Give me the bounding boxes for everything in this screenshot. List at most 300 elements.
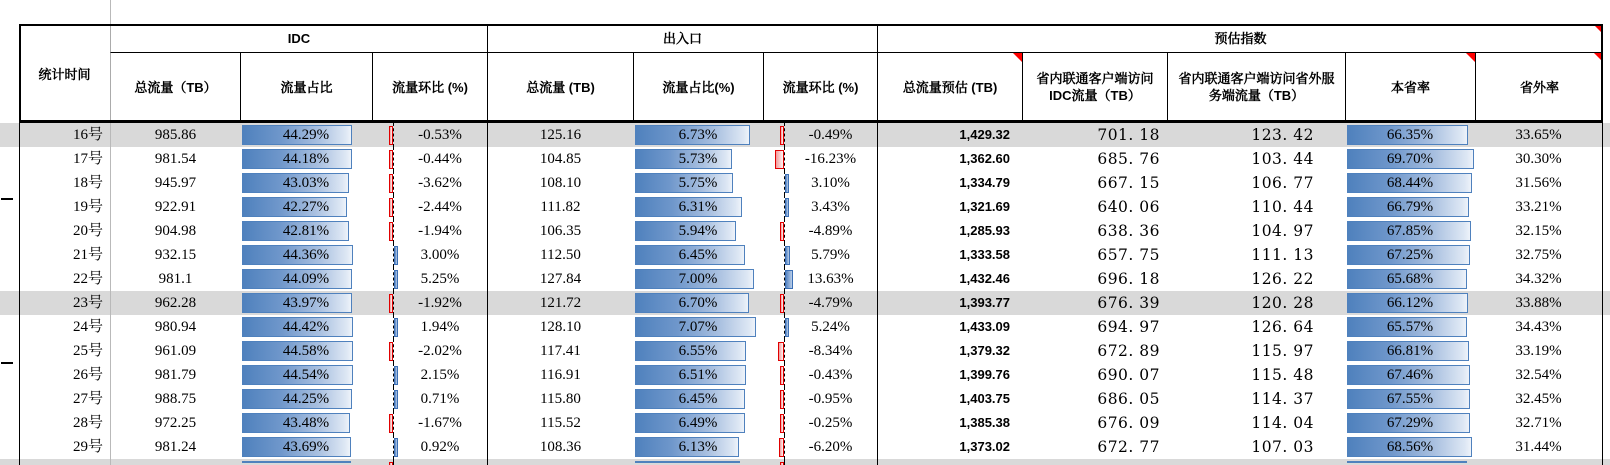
- cell-port_share[interactable]: [633, 315, 763, 339]
- cell-idc_total[interactable]: 988.75: [110, 387, 240, 411]
- cell-idc_mom[interactable]: [372, 147, 487, 171]
- data-bar-value: 66.12%: [1386, 295, 1434, 311]
- mom-value: 13.63%: [807, 271, 854, 287]
- cell-est_idc[interactable]: 701. 18: [1097, 126, 1160, 144]
- column-header-label: 总流量（TB）: [134, 79, 217, 95]
- mom-value: -4.79%: [808, 295, 853, 311]
- column-header-port-mom[interactable]: [763, 53, 877, 121]
- cell-idc_share[interactable]: [240, 147, 372, 171]
- cell-local_rate[interactable]: [1345, 411, 1475, 435]
- data-bar-value: 7.00%: [678, 271, 718, 287]
- cell-est_idc[interactable]: 672. 77: [1097, 438, 1160, 456]
- group-header-est[interactable]: [877, 25, 1603, 53]
- cell-idc_share[interactable]: [240, 291, 372, 315]
- table-row-25号[interactable]: [0, 339, 1610, 363]
- data-bar-value: 42.81%: [282, 223, 330, 239]
- table-body: [0, 123, 1610, 465]
- cell-port_mom[interactable]: [763, 147, 877, 171]
- mom-value: -1.67%: [418, 415, 462, 431]
- data-bar-value: 66.35%: [1386, 127, 1434, 143]
- data-bar-value: 68.56%: [1386, 439, 1434, 455]
- cell-est_total[interactable]: 1,373.02: [877, 435, 1022, 459]
- data-bar-value: [1345, 459, 1475, 465]
- cell-port_total[interactable]: 125.16: [487, 123, 633, 147]
- cell-est_total[interactable]: 1,399.76: [877, 363, 1022, 387]
- cell-port_share[interactable]: [633, 339, 763, 363]
- cell-port_share[interactable]: [633, 243, 763, 267]
- cell-est_total[interactable]: 1,385.38: [877, 411, 1022, 435]
- mom-value: 0.71%: [420, 391, 460, 407]
- table-row-16号[interactable]: [0, 123, 1610, 147]
- column-header-port-share[interactable]: [633, 53, 763, 121]
- cell-time[interactable]: 22号: [72, 271, 103, 287]
- cell-idc_mom[interactable]: [372, 291, 487, 315]
- cell-est_out[interactable]: 104. 97: [1251, 222, 1314, 240]
- cell-idc_share[interactable]: [240, 315, 372, 339]
- mom-value: -0.43%: [808, 367, 853, 383]
- cell-port_mom[interactable]: [763, 195, 877, 219]
- cell-idc_total[interactable]: 904.98: [110, 219, 240, 243]
- cell-port_total[interactable]: [487, 459, 633, 465]
- cell-port_total[interactable]: 111.82: [487, 195, 633, 219]
- data-bar-value: 43.48%: [282, 415, 330, 431]
- cell-time[interactable]: 20号: [72, 223, 103, 239]
- comment-marker-icon: [1013, 53, 1022, 62]
- cell-idc_total[interactable]: 981.24: [110, 435, 240, 459]
- mom-value: -0.53%: [418, 127, 462, 143]
- mom-value: 5.25%: [420, 271, 460, 287]
- cell-port_total[interactable]: 117.41: [487, 339, 633, 363]
- cell-est_total[interactable]: 1,433.09: [877, 315, 1022, 339]
- cell-local_rate[interactable]: [1345, 219, 1475, 243]
- cell-est_idc[interactable]: 667. 15: [1097, 174, 1160, 192]
- cell-port_share[interactable]: [633, 147, 763, 171]
- cell-port_total[interactable]: 128.10: [487, 315, 633, 339]
- mom-value: -16.23%: [804, 151, 857, 167]
- cell-port_mom[interactable]: [763, 435, 877, 459]
- mom-value: -2.44%: [418, 199, 462, 215]
- data-bar-value: 6.45%: [678, 247, 718, 263]
- table-border-left: [19, 24, 21, 123]
- cell-outside_rate[interactable]: 34.32%: [1475, 267, 1603, 291]
- table-row-22号[interactable]: [0, 267, 1610, 291]
- cell-local_rate[interactable]: [1345, 459, 1475, 465]
- data-bar-value: 6.55%: [678, 343, 718, 359]
- data-bar-value: 5.94%: [678, 223, 718, 239]
- mom-value: -1.92%: [418, 295, 462, 311]
- data-bar-value: 44.18%: [282, 151, 330, 167]
- cell-port_mom[interactable]: [763, 339, 877, 363]
- cell-port_total[interactable]: 104.85: [487, 147, 633, 171]
- partial-next-row[interactable]: [0, 459, 1610, 465]
- group-header-port[interactable]: [487, 25, 877, 53]
- cell-idc_mom[interactable]: [372, 363, 487, 387]
- mom-value: -4.89%: [808, 223, 853, 239]
- cell-outside_rate[interactable]: 32.54%: [1475, 363, 1603, 387]
- data-bar-value: 6.13%: [678, 439, 718, 455]
- cell-port_total[interactable]: 108.36: [487, 435, 633, 459]
- cell-port_mom[interactable]: [763, 267, 877, 291]
- column-header-outside-rate[interactable]: [1475, 53, 1603, 121]
- cell-local_rate[interactable]: [1345, 171, 1475, 195]
- cell-est_total[interactable]: 1,333.58: [877, 243, 1022, 267]
- cell-est_idc[interactable]: 640. 06: [1097, 198, 1160, 216]
- data-bar-value: 66.79%: [1386, 199, 1434, 215]
- cell-outside_rate[interactable]: 34.43%: [1475, 315, 1603, 339]
- cell-est_idc[interactable]: 696. 18: [1097, 270, 1160, 288]
- cell-est_out[interactable]: 114. 37: [1251, 390, 1314, 408]
- cell-idc_share[interactable]: [240, 387, 372, 411]
- cell-est_total[interactable]: 1,379.32: [877, 339, 1022, 363]
- data-bar-value: 7.07%: [678, 319, 718, 335]
- group-header-idc-label: IDC: [287, 31, 311, 46]
- cell-idc_total[interactable]: 962.28: [110, 291, 240, 315]
- data-bar-value: 44.36%: [282, 247, 330, 263]
- cell-outside_rate[interactable]: 32.75%: [1475, 243, 1603, 267]
- table-row-17号[interactable]: [0, 147, 1610, 171]
- data-bar-value: 6.73%: [678, 127, 718, 143]
- data-bar-value: 44.09%: [282, 271, 330, 287]
- cell-outside_rate[interactable]: 31.44%: [1475, 435, 1603, 459]
- mom-value: -6.20%: [808, 439, 853, 455]
- data-bar-value: [240, 459, 372, 465]
- cell-est_idc[interactable]: 638. 36: [1097, 222, 1160, 240]
- cell-port_share[interactable]: [633, 411, 763, 435]
- cell-port_share[interactable]: [633, 123, 763, 147]
- cell-idc_share[interactable]: [240, 435, 372, 459]
- cell-est_idc[interactable]: 694. 97: [1097, 318, 1160, 336]
- data-bar-value: 6.49%: [678, 415, 718, 431]
- cell-port_share[interactable]: [633, 219, 763, 243]
- cell-idc_share[interactable]: [240, 195, 372, 219]
- data-bar-value: 44.58%: [282, 343, 330, 359]
- data-bar-value: 43.97%: [282, 295, 330, 311]
- cell-port_share[interactable]: [633, 291, 763, 315]
- cell-local_rate[interactable]: [1345, 339, 1475, 363]
- mom-value: 2.15%: [420, 367, 460, 383]
- cell-outside_rate[interactable]: 33.65%: [1475, 123, 1603, 147]
- cell-idc_share[interactable]: [240, 459, 372, 465]
- cell-local_rate[interactable]: [1345, 123, 1475, 147]
- table-row-21号[interactable]: [0, 243, 1610, 267]
- cell-port_mom[interactable]: [763, 219, 877, 243]
- cell-local_rate[interactable]: [1345, 243, 1475, 267]
- cell-local_rate[interactable]: [1345, 435, 1475, 459]
- data-bar-value: 65.57%: [1386, 319, 1434, 335]
- stat-time-header[interactable]: [19, 25, 110, 121]
- cell-est_out[interactable]: 106. 77: [1251, 174, 1314, 192]
- cell-time[interactable]: 19号: [72, 199, 103, 215]
- cell-port_share[interactable]: [633, 171, 763, 195]
- cell-port_share[interactable]: [633, 267, 763, 291]
- cell-port_total[interactable]: 121.72: [487, 291, 633, 315]
- data-bar-value: [633, 459, 763, 465]
- cell-outside_rate[interactable]: 32.15%: [1475, 219, 1603, 243]
- cell-idc_mom[interactable]: [372, 123, 487, 147]
- mom-value: -0.25%: [808, 415, 853, 431]
- column-header-idc-mom[interactable]: [372, 53, 487, 121]
- cell-est_out[interactable]: 120. 28: [1251, 294, 1314, 312]
- mom-value: 0.92%: [420, 439, 460, 455]
- cell-est_total[interactable]: 1,334.79: [877, 171, 1022, 195]
- cell-idc_total[interactable]: 932.15: [110, 243, 240, 267]
- column-header-est-out[interactable]: [1167, 53, 1345, 121]
- mom-value: -8.34%: [808, 343, 853, 359]
- cell-est_total[interactable]: 1,403.75: [877, 387, 1022, 411]
- cell-idc_mom[interactable]: [372, 435, 487, 459]
- cell-port_mom[interactable]: [763, 411, 877, 435]
- cell-time[interactable]: 21号: [72, 247, 103, 263]
- cell-est_total[interactable]: 1,393.77: [877, 291, 1022, 315]
- cell-port_total[interactable]: 115.80: [487, 387, 633, 411]
- cell-time[interactable]: 16号: [72, 127, 103, 143]
- column-header-idc-share[interactable]: [240, 53, 372, 121]
- cell-outside_rate[interactable]: [1475, 459, 1603, 465]
- mom-value: 5.24%: [811, 319, 850, 335]
- table-row-19号[interactable]: [0, 195, 1610, 219]
- cell-port_total[interactable]: 108.10: [487, 171, 633, 195]
- cell-time[interactable]: 28号: [72, 415, 103, 431]
- cell-est_total[interactable]: 1,429.32: [877, 123, 1022, 147]
- cell-port_share[interactable]: [633, 459, 763, 465]
- cell-time[interactable]: 26号: [72, 367, 103, 383]
- cell-time[interactable]: 27号: [72, 391, 103, 407]
- cell-time[interactable]: 17号: [72, 151, 103, 167]
- mom-value: -0.95%: [808, 391, 853, 407]
- mom-value: -0.49%: [808, 127, 853, 143]
- cell-est_total[interactable]: 1,285.93: [877, 219, 1022, 243]
- cell-idc_total[interactable]: 972.25: [110, 411, 240, 435]
- data-bar-value: 6.70%: [678, 295, 718, 311]
- cell-idc_total[interactable]: 981.79: [110, 363, 240, 387]
- mom-value: 3.00%: [420, 247, 460, 263]
- table-border-right-data: [1602, 123, 1603, 465]
- cell-local_rate[interactable]: [1345, 363, 1475, 387]
- column-header-label: 省内联通客户端访问省外服务端流量（TB）: [1178, 71, 1335, 103]
- mom-value: -1.94%: [418, 223, 462, 239]
- cell-time[interactable]: 24号: [72, 319, 103, 335]
- table-border-left-data: [19, 123, 20, 465]
- data-bar-value: 67.55%: [1386, 391, 1434, 407]
- cell-est_out[interactable]: 110. 44: [1251, 198, 1314, 216]
- cell-port_total[interactable]: 115.52: [487, 411, 633, 435]
- column-header-local-rate[interactable]: [1345, 53, 1475, 121]
- column-header-est-idc[interactable]: [1022, 53, 1167, 121]
- cell-est_total[interactable]: 1,432.46: [877, 267, 1022, 291]
- table-row-24号[interactable]: [0, 315, 1610, 339]
- cell-idc_mom[interactable]: [372, 459, 487, 465]
- cell-est_idc[interactable]: 690. 07: [1097, 366, 1160, 384]
- cell-idc_share[interactable]: [240, 411, 372, 435]
- cell-port_mom[interactable]: [763, 291, 877, 315]
- header-separator: [19, 120, 1603, 123]
- cell-est_total[interactable]: 1,362.60: [877, 147, 1022, 171]
- cell-est_out[interactable]: 126. 64: [1251, 318, 1314, 336]
- cell-port_total[interactable]: 106.35: [487, 219, 633, 243]
- data-bar-value: 66.81%: [1386, 343, 1434, 359]
- table-row-29号[interactable]: [0, 435, 1610, 459]
- cell-port_mom[interactable]: [763, 363, 877, 387]
- cell-idc_total[interactable]: [110, 459, 240, 465]
- cell-idc_mom[interactable]: [372, 171, 487, 195]
- cell-time[interactable]: 29号: [72, 439, 103, 455]
- cell-idc_total[interactable]: 945.97: [110, 171, 240, 195]
- cell-local_rate[interactable]: [1345, 195, 1475, 219]
- data-bar-value: 69.70%: [1386, 151, 1434, 167]
- cell-est_idc[interactable]: 657. 75: [1097, 246, 1160, 264]
- column-header-label: 流量占比(%): [662, 79, 735, 95]
- comment-marker-icon: [1466, 53, 1475, 62]
- column-header-label: 流量环比 (%): [392, 79, 468, 95]
- mom-value: 1.94%: [420, 319, 460, 335]
- data-bar-value: 5.75%: [678, 175, 718, 191]
- cell-local_rate[interactable]: [1345, 387, 1475, 411]
- column-header-port-total[interactable]: [487, 53, 633, 121]
- cell-outside_rate[interactable]: 30.30%: [1475, 147, 1603, 171]
- cell-est_out[interactable]: 114. 04: [1251, 414, 1314, 432]
- cell-port_total[interactable]: 127.84: [487, 267, 633, 291]
- cell-est_idc[interactable]: 685. 76: [1097, 150, 1160, 168]
- cell-port_mom[interactable]: [763, 459, 877, 465]
- cell-est_out[interactable]: 115. 97: [1251, 342, 1314, 360]
- cell-idc_mom[interactable]: [372, 387, 487, 411]
- cell-local_rate[interactable]: [1345, 315, 1475, 339]
- cell-idc_mom[interactable]: [372, 339, 487, 363]
- cell-est_total[interactable]: [877, 459, 1022, 465]
- data-bar-value: 67.25%: [1386, 247, 1434, 263]
- mom-value: 5.79%: [811, 247, 850, 263]
- cell-est_out[interactable]: 115. 48: [1251, 366, 1314, 384]
- cell-idc_share[interactable]: [240, 219, 372, 243]
- cell-est_idc[interactable]: 676. 39: [1097, 294, 1160, 312]
- mom-value: -0.44%: [418, 151, 462, 167]
- column-header-est-total[interactable]: [877, 53, 1022, 121]
- cell-outside_rate[interactable]: 33.19%: [1475, 339, 1603, 363]
- cell-idc_mom[interactable]: [372, 267, 487, 291]
- sheet-gridline-above-table: [110, 0, 111, 25]
- column-header-label: 总流量预估 (TB): [902, 79, 998, 95]
- cell-est_idc[interactable]: [1022, 459, 1167, 465]
- table-border-top: [19, 24, 1603, 26]
- group-header-est-label: 预估指数: [1214, 31, 1267, 46]
- mom-value: -3.62%: [418, 175, 462, 191]
- cell-port_share[interactable]: [633, 195, 763, 219]
- cell-idc_total[interactable]: 985.86: [110, 123, 240, 147]
- table-row-26号[interactable]: [0, 363, 1610, 387]
- cell-idc_share[interactable]: [240, 363, 372, 387]
- group-header-idc[interactable]: [110, 25, 487, 53]
- mom-value: -2.02%: [418, 343, 462, 359]
- cell-idc_total[interactable]: 961.09: [110, 339, 240, 363]
- data-bar-value: 6.51%: [678, 367, 718, 383]
- table-row-23号[interactable]: [0, 291, 1610, 315]
- cell-idc_share[interactable]: [240, 171, 372, 195]
- cell-idc_share[interactable]: [240, 267, 372, 291]
- table-row-27号[interactable]: [0, 387, 1610, 411]
- cell-time[interactable]: 25号: [72, 343, 103, 359]
- cell-est_idc[interactable]: 672. 89: [1097, 342, 1160, 360]
- cell-idc_mom[interactable]: [372, 315, 487, 339]
- column-header-idc-total[interactable]: [110, 53, 240, 121]
- cell-outside_rate[interactable]: 33.88%: [1475, 291, 1603, 315]
- data-bar-value: 67.29%: [1386, 415, 1434, 431]
- column-header-label: 流量环比 (%): [782, 79, 859, 95]
- cell-port_mom[interactable]: [763, 171, 877, 195]
- cell-port_share[interactable]: [633, 435, 763, 459]
- cell-local_rate[interactable]: [1345, 267, 1475, 291]
- cell-local_rate[interactable]: [1345, 147, 1475, 171]
- cell-port_mom[interactable]: [763, 387, 877, 411]
- data-bar-value: 6.45%: [678, 391, 718, 407]
- cell-est_out[interactable]: 123. 42: [1251, 126, 1314, 144]
- table-row-18号[interactable]: [0, 171, 1610, 195]
- cell-outside_rate[interactable]: 33.21%: [1475, 195, 1603, 219]
- mom-value: 3.43%: [811, 199, 850, 215]
- cell-idc_share[interactable]: [240, 123, 372, 147]
- cell-idc_total[interactable]: 981.54: [110, 147, 240, 171]
- cell-port_total[interactable]: 112.50: [487, 243, 633, 267]
- table-row-28号[interactable]: [0, 411, 1610, 435]
- cell-est_out[interactable]: 111. 13: [1251, 246, 1314, 264]
- cell-est_idc[interactable]: 686. 05: [1097, 390, 1160, 408]
- column-header-label: 总流量 (TB): [526, 79, 595, 95]
- column-header-label: 流量占比: [280, 79, 333, 95]
- cell-est_out[interactable]: [1167, 459, 1345, 465]
- cell-est_out[interactable]: 126. 22: [1251, 270, 1314, 288]
- data-bar-value: 65.68%: [1386, 271, 1434, 287]
- data-bar-value: 44.29%: [282, 127, 330, 143]
- cell-idc_mom[interactable]: [372, 411, 487, 435]
- cell-idc_total[interactable]: 981.1: [110, 267, 240, 291]
- cell-port_total[interactable]: 116.91: [487, 363, 633, 387]
- cell-idc_share[interactable]: [240, 339, 372, 363]
- cell-time[interactable]: [19, 459, 110, 465]
- cell-idc_mom[interactable]: [372, 219, 487, 243]
- cell-outside_rate[interactable]: 32.45%: [1475, 387, 1603, 411]
- cell-est_out[interactable]: 107. 03: [1251, 438, 1314, 456]
- cell-port_share[interactable]: [633, 387, 763, 411]
- column-header-label: 省外率: [1519, 79, 1559, 95]
- column-header-label: 省内联通客户端访问IDC流量（TB）: [1036, 71, 1154, 103]
- cell-idc_total[interactable]: 922.91: [110, 195, 240, 219]
- cell-est_idc[interactable]: 676. 09: [1097, 414, 1160, 432]
- data-bar-value: 43.03%: [282, 175, 330, 191]
- cell-port_share[interactable]: [633, 363, 763, 387]
- table-row-20号[interactable]: [0, 219, 1610, 243]
- cell-idc_share[interactable]: [240, 243, 372, 267]
- data-bar-value: 42.27%: [282, 199, 330, 215]
- cell-est_total[interactable]: 1,321.69: [877, 195, 1022, 219]
- cell-idc_mom[interactable]: [372, 243, 487, 267]
- cell-port_mom[interactable]: [763, 123, 877, 147]
- cell-port_mom[interactable]: [763, 315, 877, 339]
- cell-idc_total[interactable]: 980.94: [110, 315, 240, 339]
- mom-value: 3.10%: [811, 175, 850, 191]
- cell-time[interactable]: 23号: [72, 295, 103, 311]
- mom-value: [393, 459, 487, 465]
- cell-idc_mom[interactable]: [372, 195, 487, 219]
- table-border-right: [1601, 24, 1603, 123]
- cell-outside_rate[interactable]: 32.71%: [1475, 411, 1603, 435]
- group-header-port-label: 出入口: [662, 31, 702, 46]
- cell-time[interactable]: 18号: [72, 175, 103, 191]
- cell-port_mom[interactable]: [763, 243, 877, 267]
- negative-mini-bar: [775, 150, 784, 169]
- data-bar-value: 68.44%: [1386, 175, 1434, 191]
- cell-est_out[interactable]: 103. 44: [1251, 150, 1314, 168]
- cell-outside_rate[interactable]: 31.56%: [1475, 171, 1603, 195]
- cell-local_rate[interactable]: [1345, 291, 1475, 315]
